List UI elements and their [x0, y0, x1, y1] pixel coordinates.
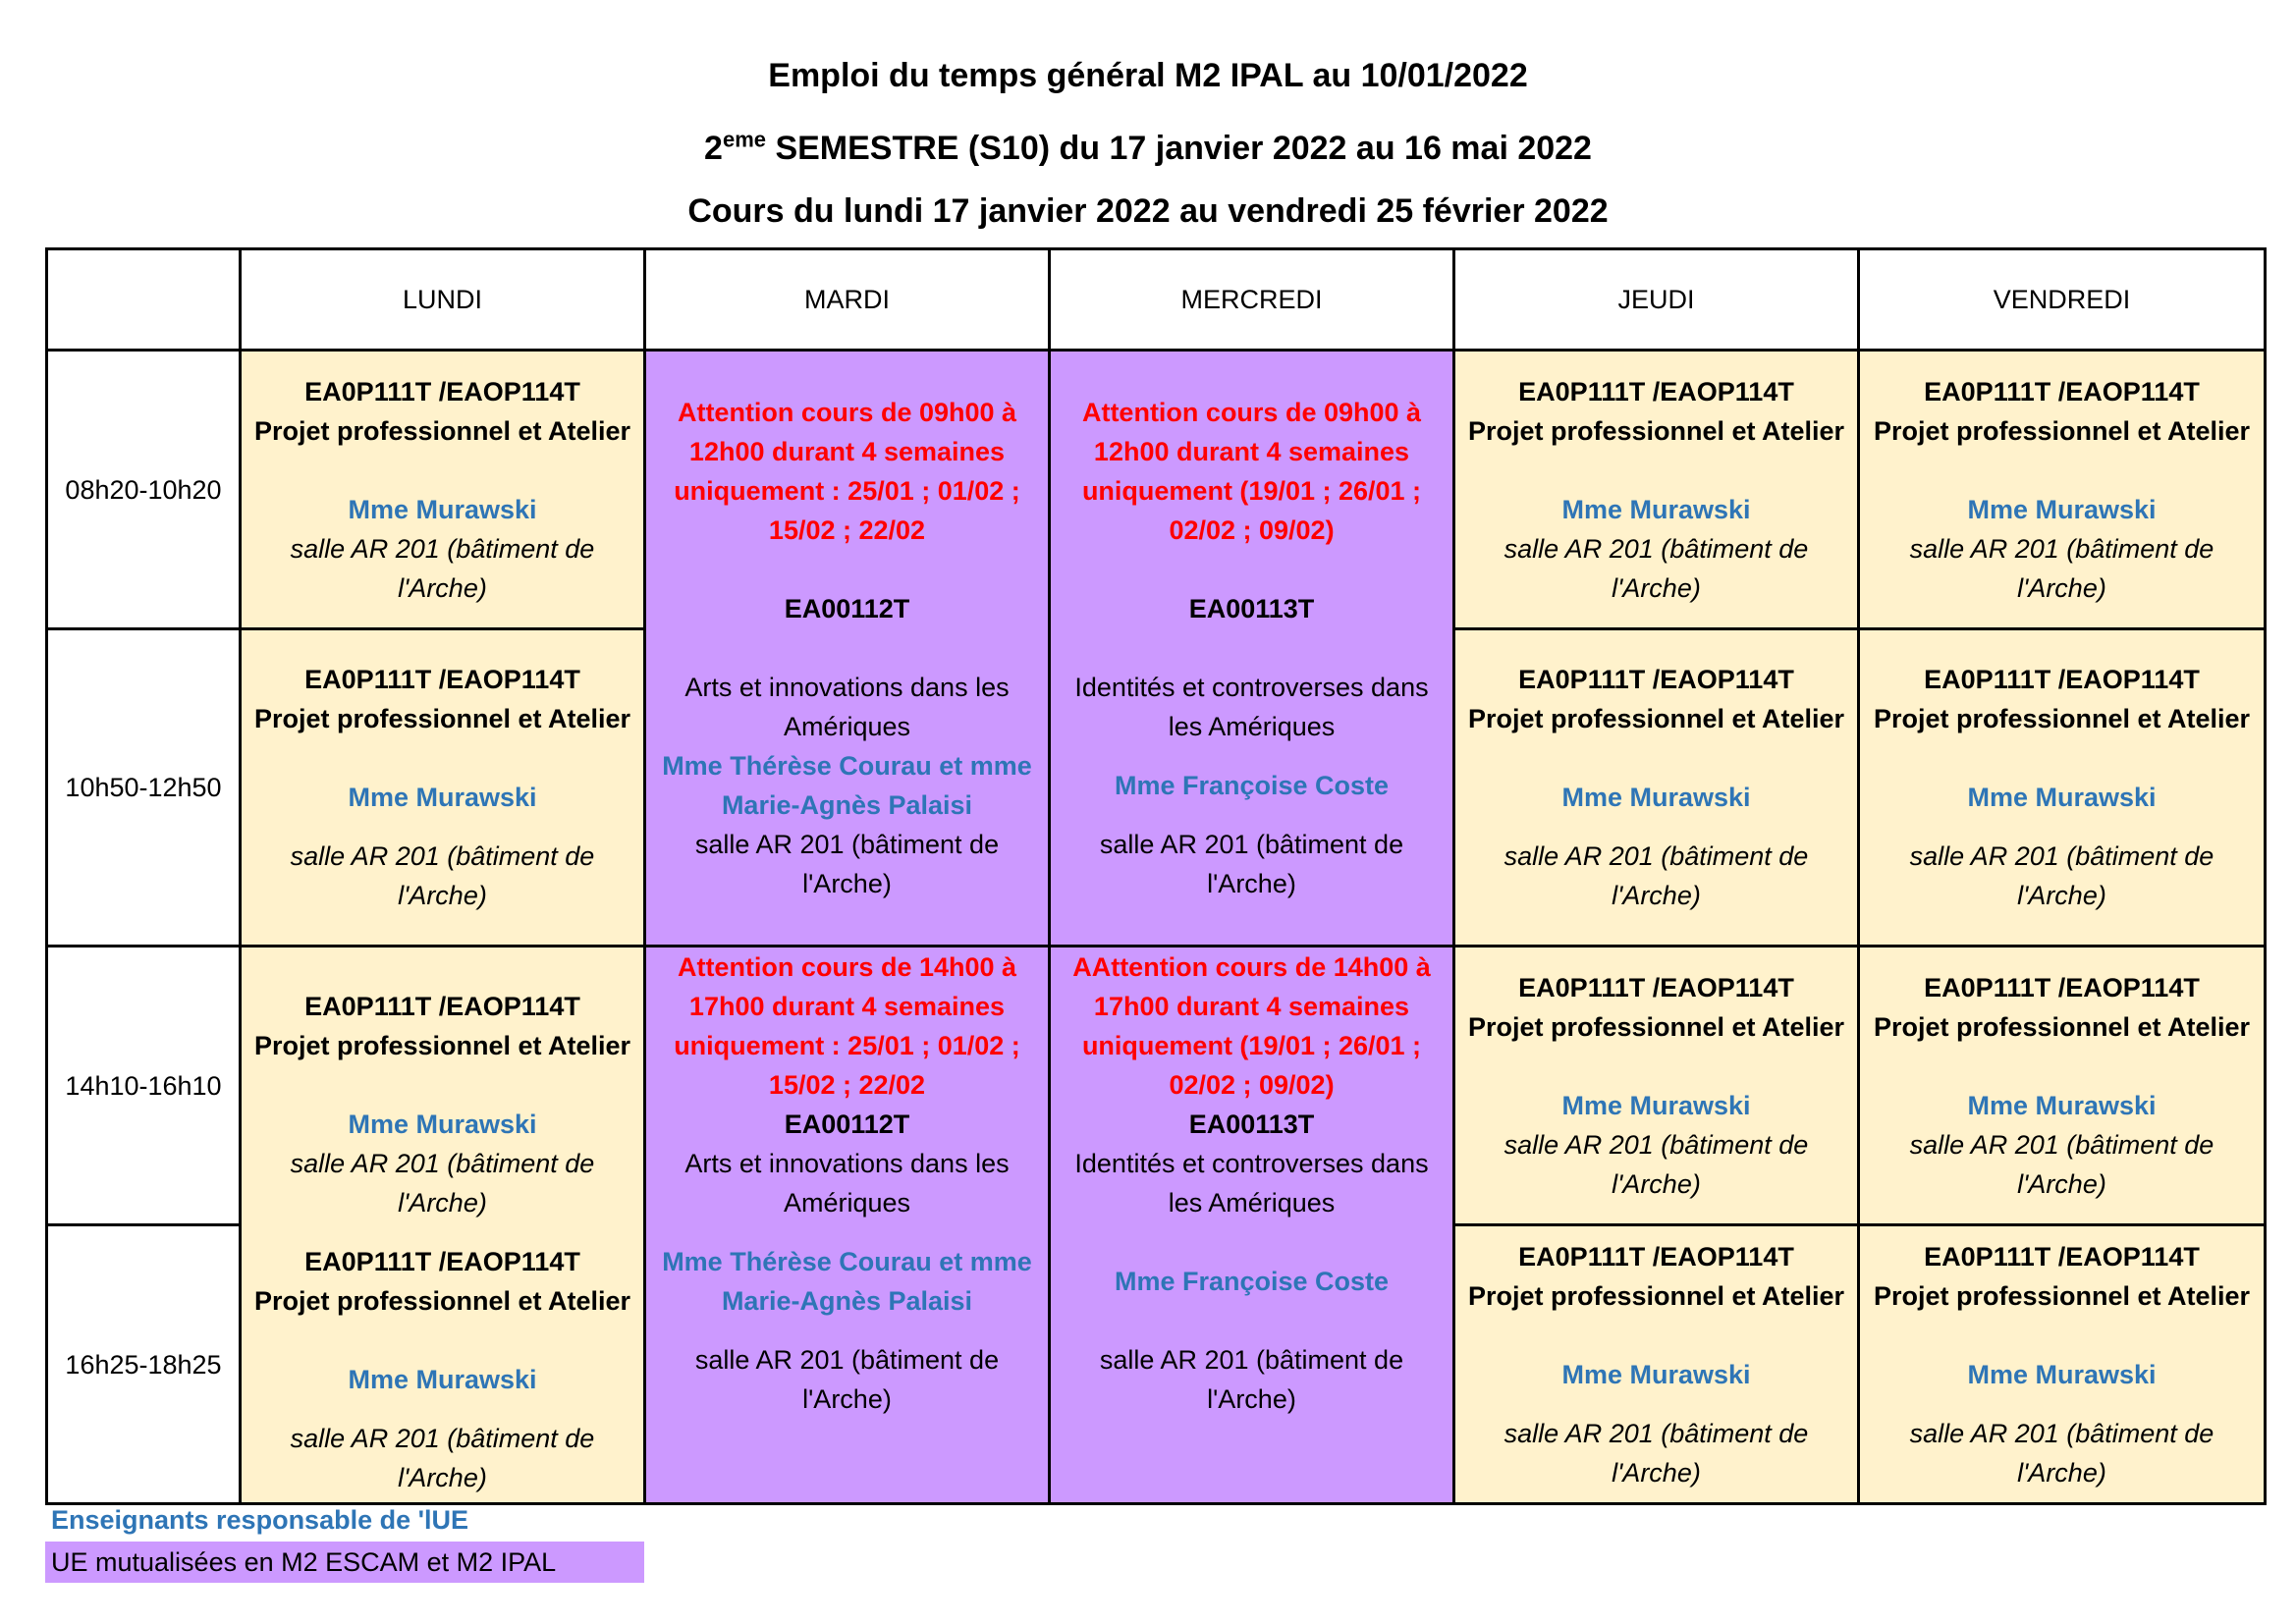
course-room-building: l'Arche) [398, 1463, 487, 1492]
warning-text: uniquement (19/01 ; 26/01 ; [1081, 476, 1422, 506]
course-code: EA00112T [784, 594, 910, 623]
legend-shared-courses: UE mutualisées en M2 ESCAM et M2 IPAL [45, 1542, 644, 1583]
course-subject: Projet professionnel et Atelier [1467, 1280, 1845, 1311]
course-room: salle AR 201 (bâtiment de [1503, 841, 1809, 871]
corner-cell [47, 249, 241, 351]
course-code: EA00113T [1188, 594, 1315, 623]
time-slot-3: 14h10-16h10 [47, 947, 241, 1225]
course-teacher: Mme Murawski [1561, 494, 1751, 524]
course-subject: Projet professionnel et Atelier [1873, 415, 2251, 446]
course-room: salle AR 201 (bâtiment de [1909, 533, 2214, 564]
course-teacher: Mme Murawski [348, 494, 537, 524]
time-row-3 [47, 947, 2266, 1225]
course-cell-lundi-2 [241, 629, 645, 947]
course-subject: Projet professionnel et Atelier [1873, 704, 2251, 733]
course-code: EA0P111T /EAOP114T [1518, 376, 1794, 406]
course-code: EA0P111T /EAOP114T [1518, 1241, 1794, 1272]
course-subject: Identités et controverses dans [1074, 1149, 1429, 1178]
day-header-jeudi: JEUDI [1454, 249, 1859, 351]
course-subject: Projet professionnel et Atelier [1873, 1011, 2251, 1042]
title-line-2-prefix: 2 [704, 130, 723, 167]
warning-text: Attention cours de 09h00 à [677, 398, 1017, 427]
course-room-building: l'Arche) [1207, 1384, 1296, 1414]
course-cell-vendredi-4 [1859, 1225, 2266, 1504]
course-subject: Projet professionnel et Atelier [1467, 1011, 1845, 1042]
course-code: EA0P111T /EAOP114T [304, 992, 580, 1021]
course-room: salle AR 201 (bâtiment de [1909, 1418, 2214, 1448]
warning-text: 12h00 durant 4 semaines [1093, 437, 1410, 466]
day-header-mercredi: MERCREDI [1050, 249, 1454, 351]
warning-text: 12h00 durant 4 semaines [688, 437, 1006, 466]
course-teacher: Mme Françoise Coste [1114, 1267, 1390, 1296]
course-room: salle AR 201 (bâtiment de [1503, 1129, 1809, 1160]
course-teacher: Mme Murawski [1967, 1359, 2157, 1389]
warning-text: Attention cours de 09h00 à [1081, 398, 1422, 427]
legend-teachers: Enseignants responsable de 'lUE [51, 1505, 469, 1535]
course-room-building: l'Arche) [1207, 869, 1296, 898]
course-room: salle AR 201 (bâtiment de [1503, 1418, 1809, 1448]
course-subject: Arts et innovations dans les [684, 1149, 1010, 1178]
course-subject: Projet professionnel et Atelier [1467, 704, 1845, 733]
course-teacher: Mme Thérèse Courau et mme [662, 1247, 1032, 1276]
course-cell-mardi-pm [645, 947, 1050, 1504]
course-room: salle AR 201 (bâtiment de [290, 1424, 595, 1453]
course-code: EA0P111T /EAOP114T [1924, 972, 2200, 1002]
course-teacher: Mme Murawski [1561, 1359, 1751, 1389]
day-header-lundi: LUNDI [241, 249, 645, 351]
course-code: EA00112T [784, 1110, 910, 1139]
course-subject: Identités et controverses dans [1074, 673, 1429, 702]
course-code: EA0P111T /EAOP114T [1924, 376, 2200, 406]
course-teacher: Mme Murawski [348, 1110, 537, 1139]
course-room: salle AR 201 (bâtiment de [1099, 830, 1404, 859]
course-room-building: l'Arche) [398, 1188, 487, 1218]
warning-text: 02/02 ; 09/02) [1169, 515, 1335, 545]
course-teacher: Mme Murawski [1967, 783, 2157, 812]
course-room-building: l'Arche) [2017, 572, 2106, 603]
course-room-building: l'Arche) [1612, 881, 1701, 910]
warning-text: uniquement : 25/01 ; 01/02 ; [674, 1031, 1020, 1060]
course-teacher: Mme Murawski [348, 783, 537, 812]
course-room: salle AR 201 (bâtiment de [290, 533, 595, 564]
course-cell-jeudi-1 [1454, 351, 1859, 629]
warning-text: 17h00 durant 4 semaines [688, 992, 1006, 1021]
warning-text: uniquement (19/01 ; 26/01 ; [1081, 1031, 1422, 1060]
warning-text: AAttention cours de 14h00 à [1072, 952, 1431, 982]
course-code: EA00113T [1188, 1110, 1315, 1139]
course-subject: Amériques [783, 1188, 911, 1218]
course-teacher: Mme Murawski [1967, 1090, 2157, 1120]
course-teacher: Marie-Agnès Palaisi [721, 790, 973, 820]
time-slot-4: 16h25-18h25 [47, 1225, 241, 1504]
course-cell-vendredi-1 [1859, 351, 2266, 629]
course-cell-mercredi-am [1050, 351, 1454, 947]
title-line-2-sup: eme [722, 127, 766, 152]
course-room: salle AR 201 (bâtiment de [694, 1345, 1000, 1375]
course-room: salle AR 201 (bâtiment de [1909, 841, 2214, 871]
course-subject: Amériques [783, 712, 911, 741]
course-cell-lundi-1 [241, 351, 645, 629]
course-room-building: l'Arche) [1612, 1457, 1701, 1488]
time-slot-1: 08h20-10h20 [47, 351, 241, 629]
course-room-building: l'Arche) [1612, 572, 1701, 603]
course-cell-vendredi-2 [1859, 629, 2266, 947]
warning-text: uniquement : 25/01 ; 01/02 ; [674, 476, 1020, 506]
course-room-building: l'Arche) [2017, 1168, 2106, 1199]
course-code: EA0P111T /EAOP114T [1518, 665, 1794, 694]
course-code: EA0P111T /EAOP114T [1924, 1241, 2200, 1272]
course-room: salle AR 201 (bâtiment de [290, 1149, 595, 1178]
course-code: EA0P111T /EAOP114T [304, 665, 580, 694]
course-code: EA0P111T /EAOP114T [1518, 972, 1794, 1002]
course-room: salle AR 201 (bâtiment de [290, 841, 595, 871]
course-subject: Projet professionnel et Atelier [253, 415, 631, 446]
course-code: EA0P111T /EAOP114T [304, 376, 580, 406]
course-room-building: l'Arche) [398, 572, 487, 603]
title-line-2 [0, 127, 2296, 167]
course-cell-jeudi-2 [1454, 629, 1859, 947]
title-line-1: Emploi du temps général M2 IPAL au 10/01/2022 [768, 57, 1528, 94]
header-row [47, 249, 2266, 351]
course-teacher: Mme Murawski [1967, 494, 2157, 524]
course-room-building: l'Arche) [2017, 881, 2106, 910]
course-code: EA0P111T /EAOP114T [304, 1247, 580, 1276]
course-cell-jeudi-4 [1454, 1225, 1859, 1504]
course-room: salle AR 201 (bâtiment de [1503, 533, 1809, 564]
course-room: salle AR 201 (bâtiment de [1909, 1129, 2214, 1160]
course-cell-mardi-am [645, 351, 1050, 947]
course-room-building: l'Arche) [802, 869, 892, 898]
course-subject: les Amériques [1168, 712, 1336, 741]
title-line-3: Cours du lundi 17 janvier 2022 au vendredi 25 février 2022 [687, 192, 1609, 230]
course-teacher: Mme Françoise Coste [1114, 771, 1390, 800]
title-line-2-rest: SEMESTRE (S10) du 17 janvier 2022 au 16 mai 2022 [766, 130, 1592, 167]
warning-text: 02/02 ; 09/02) [1169, 1070, 1335, 1100]
warning-text: 15/02 ; 22/02 [768, 1070, 926, 1100]
course-cell-lundi-pm [241, 947, 645, 1504]
course-teacher: Mme Murawski [1561, 1090, 1751, 1120]
course-teacher: Mme Thérèse Courau et mme [662, 751, 1032, 781]
course-subject: Projet professionnel et Atelier [1467, 415, 1845, 446]
course-teacher: Mme Murawski [348, 1365, 537, 1394]
course-subject: Projet professionnel et Atelier [253, 1286, 631, 1316]
warning-text: 17h00 durant 4 semaines [1093, 992, 1410, 1021]
course-room: salle AR 201 (bâtiment de [694, 830, 1000, 859]
course-cell-jeudi-3 [1454, 947, 1859, 1225]
day-header-mardi: MARDI [645, 249, 1050, 351]
course-subject: Projet professionnel et Atelier [253, 1031, 631, 1060]
course-room-building: l'Arche) [2017, 1457, 2106, 1488]
course-subject: les Amériques [1168, 1188, 1336, 1218]
course-cell-vendredi-3 [1859, 947, 2266, 1225]
course-subject: Projet professionnel et Atelier [253, 704, 631, 733]
course-teacher: Marie-Agnès Palaisi [721, 1286, 973, 1316]
course-room-building: l'Arche) [1612, 1168, 1701, 1199]
course-room-building: l'Arche) [802, 1384, 892, 1414]
course-subject: Projet professionnel et Atelier [1873, 1280, 2251, 1311]
time-slot-2: 10h50-12h50 [47, 629, 241, 947]
time-row-1 [47, 351, 2266, 629]
course-room-building: l'Arche) [398, 881, 487, 910]
schedule-table [45, 247, 2267, 1505]
course-cell-mercredi-pm [1050, 947, 1454, 1504]
course-code: EA0P111T /EAOP114T [1924, 665, 2200, 694]
warning-text: Attention cours de 14h00 à [677, 952, 1017, 982]
day-header-vendredi: VENDREDI [1859, 249, 2266, 351]
course-subject: Arts et innovations dans les [684, 673, 1010, 702]
course-teacher: Mme Murawski [1561, 783, 1751, 812]
warning-text: 15/02 ; 22/02 [768, 515, 926, 545]
course-room: salle AR 201 (bâtiment de [1099, 1345, 1404, 1375]
